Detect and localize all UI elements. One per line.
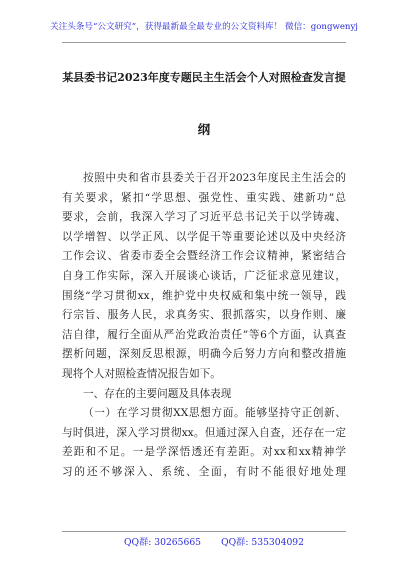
paragraph-line: 行宗旨、服务人民，求真务实、狠抓落实，以身作则、廉 [62, 309, 346, 322]
paragraph-line: 以学增智、以学正风、以学促干等重要论述以及中央经济 [62, 230, 346, 243]
paragraph-line: 要求，会前，我深入学习了习近平总书记关于以学铸魂、 [62, 211, 346, 224]
footer-divider [62, 531, 346, 532]
paragraph-line: 自身工作实际，深入开展谈心谈话，广泛征求意见建议， [62, 269, 346, 282]
section-heading: 一、存在的主要问题及具体表现 [83, 387, 232, 400]
paragraph-line: 与时俱进，深入学习贯彻xx。但通过深入自查，还存在一定 [62, 426, 346, 439]
document-title-line-2: 纲 [197, 122, 211, 137]
paragraph-line: 摆析问题，深刻反思根源，明确今后努力方向和整改措施 [62, 348, 346, 361]
paragraph-line: （一）在学习贯彻XX思想方面。能够坚持守正创新、 [83, 407, 346, 420]
paragraph-line: 现将个人对照检查情况报告如下。 [62, 367, 221, 380]
header-divider [62, 42, 346, 43]
paragraph-line: 围绕“学习贯彻xx，维护党中央权威和集中统一领导，践 [62, 289, 346, 302]
header-banner: 关注头条号“公文研究”，获得最新最全最专业的公文资料库！ 微信：gongwenyj [50, 22, 358, 32]
paragraph-line: 洁自律，履行全面从严治党政治责任”等6个方面，认真查 [62, 328, 346, 341]
paragraph-line: 差距和不足。一是学深悟透还有差距。对xx和xx精神学 [62, 446, 346, 459]
document-body [62, 169, 346, 483]
paragraph-line: 工作会议、省委市委全会暨经济工作会议精神，紧密结合 [62, 250, 346, 263]
paragraph-line: 习的还不够深入、系统、全面，有时不能很好地处理 [62, 465, 346, 478]
document-title-line-1: 某县委书记2023年度专题民主生活会个人对照检查发言提 [62, 71, 346, 84]
footer-contact [124, 534, 304, 548]
paragraph-line: 按照中央和省市县委关于召开2023年度民主生活会的 [83, 172, 346, 184]
footer-qq-group-2: QQ群: 535304092 [221, 537, 304, 548]
footer-qq-group-1: QQ群: 30265665 [124, 537, 202, 548]
paragraph-line: 有关要求，紧扣“学思想、强党性、重实践、建新功”总 [62, 191, 346, 204]
